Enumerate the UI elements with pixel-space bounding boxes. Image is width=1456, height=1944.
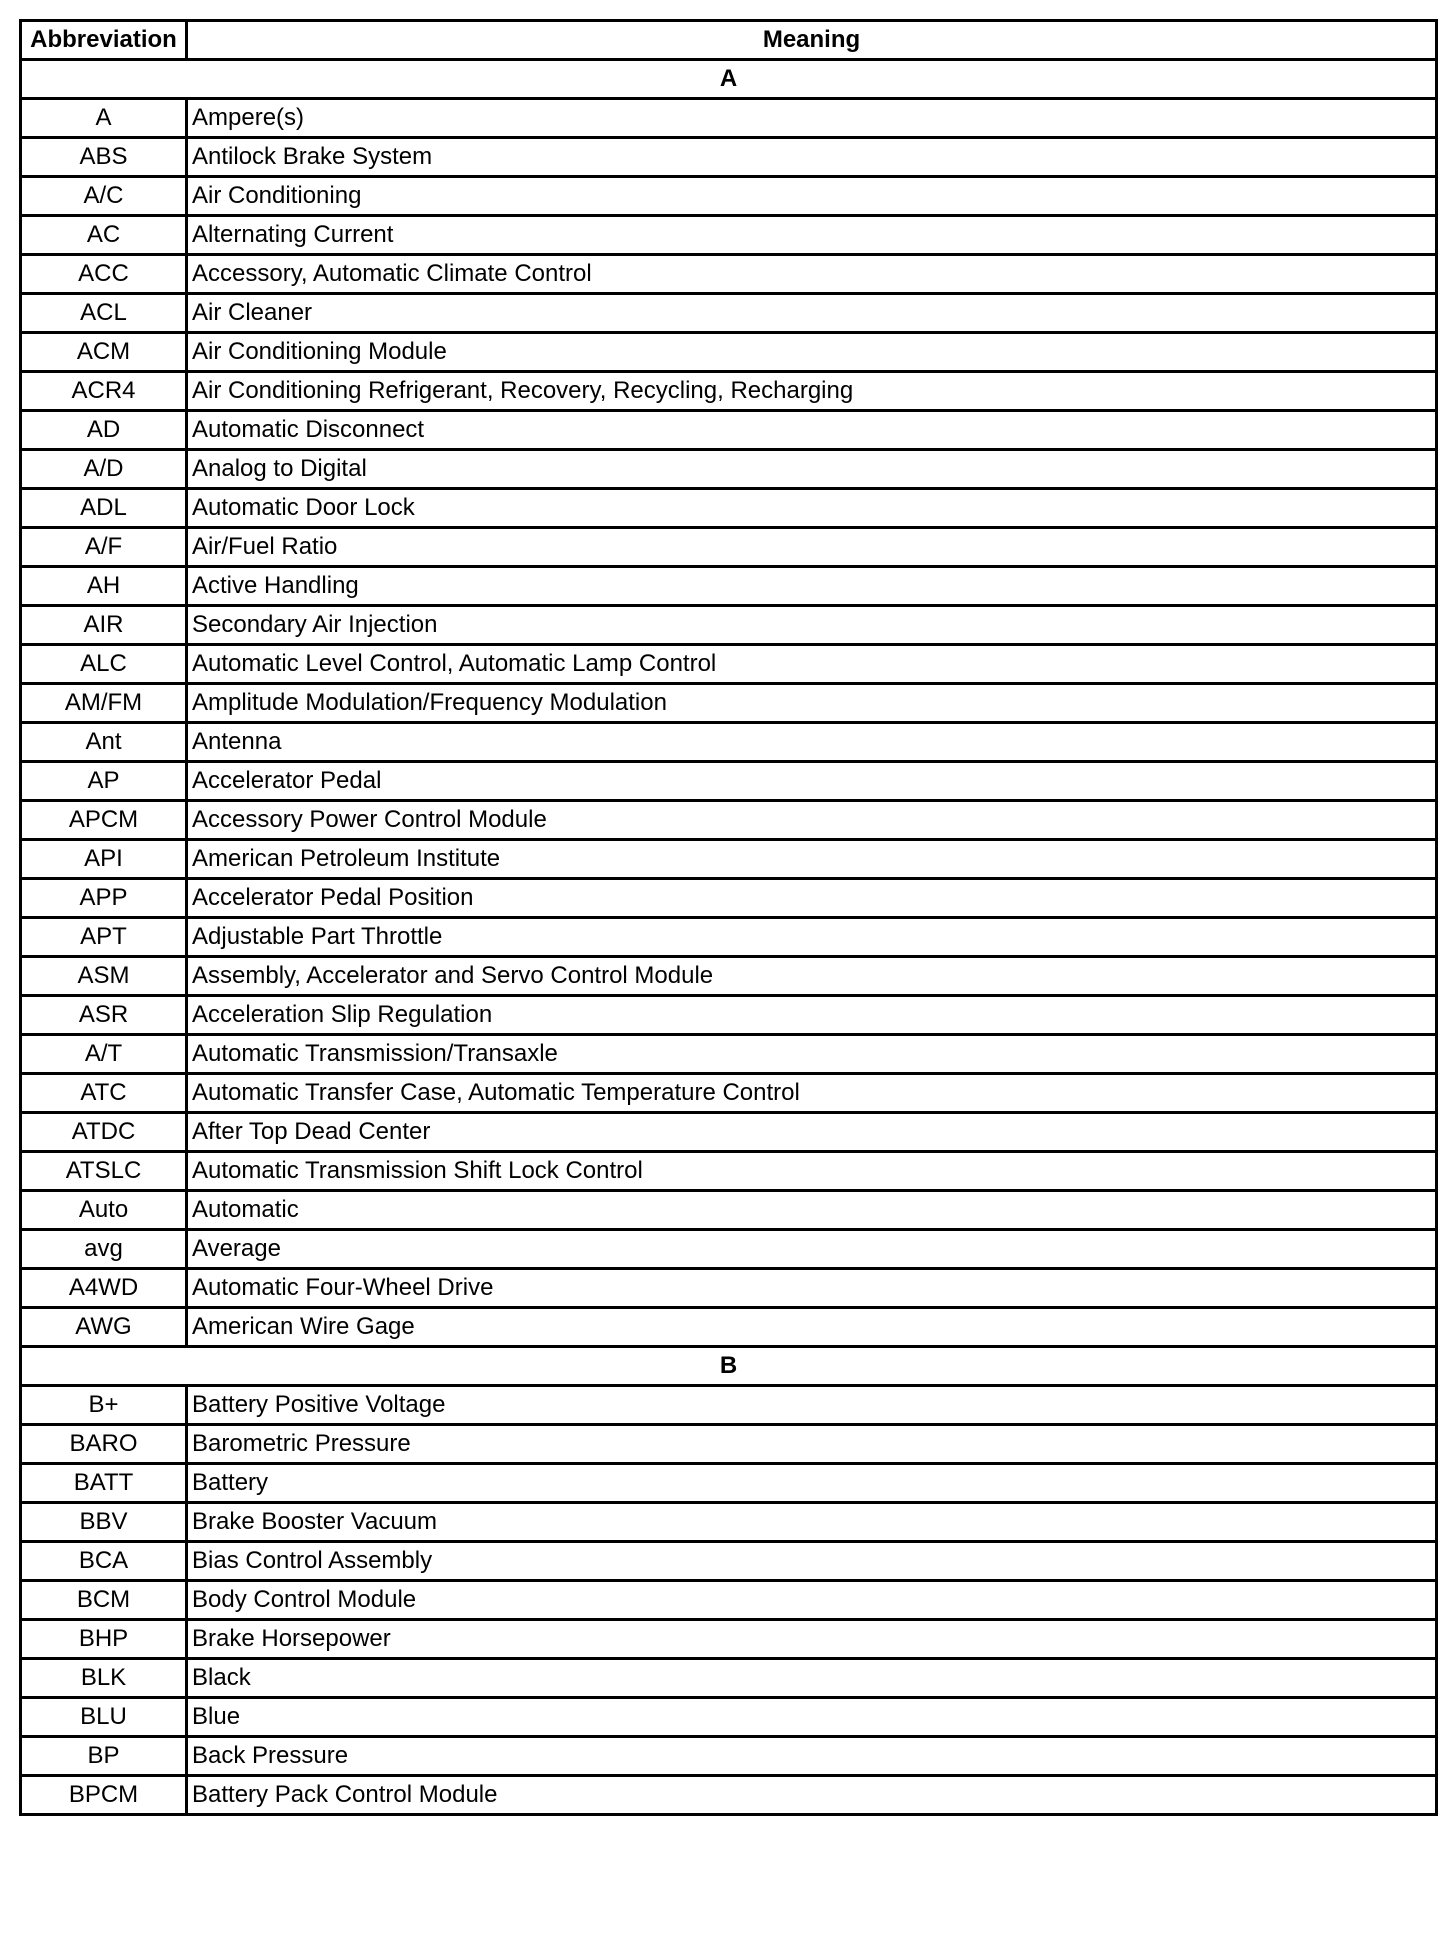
meaning-cell: Accelerator Pedal Position bbox=[187, 879, 1437, 918]
table-row bbox=[21, 1776, 1437, 1815]
abbreviation-cell: APT bbox=[21, 918, 187, 957]
table-row bbox=[21, 684, 1437, 723]
table-row bbox=[21, 1074, 1437, 1113]
abbreviation-cell: BLU bbox=[21, 1698, 187, 1737]
table-row bbox=[21, 879, 1437, 918]
meaning-cell: After Top Dead Center bbox=[187, 1113, 1437, 1152]
abbreviation-cell: A/T bbox=[21, 1035, 187, 1074]
table-row bbox=[21, 216, 1437, 255]
meaning-cell: Bias Control Assembly bbox=[187, 1542, 1437, 1581]
table-row bbox=[21, 372, 1437, 411]
table-row bbox=[21, 1737, 1437, 1776]
meaning-cell: Accelerator Pedal bbox=[187, 762, 1437, 801]
abbreviation-cell: APP bbox=[21, 879, 187, 918]
table-row bbox=[21, 177, 1437, 216]
table-row bbox=[21, 1659, 1437, 1698]
abbreviation-cell: AH bbox=[21, 567, 187, 606]
table-row bbox=[21, 723, 1437, 762]
abbreviation-cell: avg bbox=[21, 1230, 187, 1269]
table-body bbox=[21, 60, 1437, 1815]
abbreviation-cell: A bbox=[21, 99, 187, 138]
abbreviation-cell: ALC bbox=[21, 645, 187, 684]
meaning-cell: Automatic Transmission/Transaxle bbox=[187, 1035, 1437, 1074]
abbreviation-cell: API bbox=[21, 840, 187, 879]
table-row bbox=[21, 645, 1437, 684]
abbreviation-cell: AM/FM bbox=[21, 684, 187, 723]
table-row bbox=[21, 1035, 1437, 1074]
abbreviation-cell: BP bbox=[21, 1737, 187, 1776]
abbreviation-cell: Ant bbox=[21, 723, 187, 762]
abbreviation-cell: ATDC bbox=[21, 1113, 187, 1152]
meaning-cell: Ampere(s) bbox=[187, 99, 1437, 138]
section-header-row bbox=[21, 60, 1437, 99]
table-row bbox=[21, 450, 1437, 489]
abbreviation-cell: AP bbox=[21, 762, 187, 801]
abbreviation-cell: ASR bbox=[21, 996, 187, 1035]
abbreviation-cell: ADL bbox=[21, 489, 187, 528]
table-row bbox=[21, 99, 1437, 138]
abbreviation-cell: ACC bbox=[21, 255, 187, 294]
meaning-cell: Automatic Level Control, Automatic Lamp Control bbox=[187, 645, 1437, 684]
meaning-cell: Acceleration Slip Regulation bbox=[187, 996, 1437, 1035]
meaning-cell: Blue bbox=[187, 1698, 1437, 1737]
table-row bbox=[21, 1308, 1437, 1347]
abbreviation-column-header: Abbreviation bbox=[21, 21, 187, 60]
table-row bbox=[21, 1191, 1437, 1230]
table-row bbox=[21, 762, 1437, 801]
meaning-cell: American Petroleum Institute bbox=[187, 840, 1437, 879]
abbreviation-cell: A/C bbox=[21, 177, 187, 216]
section-letter: A bbox=[21, 60, 1437, 99]
meaning-cell: American Wire Gage bbox=[187, 1308, 1437, 1347]
table-row bbox=[21, 918, 1437, 957]
abbreviation-cell: ACM bbox=[21, 333, 187, 372]
abbreviation-cell: BBV bbox=[21, 1503, 187, 1542]
meaning-cell: Assembly, Accelerator and Servo Control Module bbox=[187, 957, 1437, 996]
abbreviation-cell: BCM bbox=[21, 1581, 187, 1620]
meaning-cell: Battery bbox=[187, 1464, 1437, 1503]
table-row bbox=[21, 1425, 1437, 1464]
abbreviation-table bbox=[19, 19, 1438, 1816]
table-row bbox=[21, 801, 1437, 840]
meaning-cell: Automatic Transmission Shift Lock Control bbox=[187, 1152, 1437, 1191]
table-row bbox=[21, 294, 1437, 333]
table-row bbox=[21, 957, 1437, 996]
abbreviation-cell: BHP bbox=[21, 1620, 187, 1659]
meaning-cell: Air Conditioning Module bbox=[187, 333, 1437, 372]
table-row bbox=[21, 138, 1437, 177]
meaning-cell: Analog to Digital bbox=[187, 450, 1437, 489]
table-row bbox=[21, 1464, 1437, 1503]
meaning-cell: Secondary Air Injection bbox=[187, 606, 1437, 645]
meaning-cell: Average bbox=[187, 1230, 1437, 1269]
abbreviation-cell: ACL bbox=[21, 294, 187, 333]
meaning-cell: Air Cleaner bbox=[187, 294, 1437, 333]
abbreviation-cell: A/D bbox=[21, 450, 187, 489]
table-row bbox=[21, 333, 1437, 372]
table-row bbox=[21, 1542, 1437, 1581]
table-row bbox=[21, 1620, 1437, 1659]
table-row bbox=[21, 606, 1437, 645]
abbreviation-cell: APCM bbox=[21, 801, 187, 840]
meaning-cell: Barometric Pressure bbox=[187, 1425, 1437, 1464]
abbreviation-cell: BATT bbox=[21, 1464, 187, 1503]
table-row bbox=[21, 489, 1437, 528]
table-row bbox=[21, 840, 1437, 879]
meaning-cell: Antilock Brake System bbox=[187, 138, 1437, 177]
abbreviation-cell: ATC bbox=[21, 1074, 187, 1113]
meaning-cell: Battery Positive Voltage bbox=[187, 1386, 1437, 1425]
abbreviation-cell: BCA bbox=[21, 1542, 187, 1581]
meaning-cell: Automatic Disconnect bbox=[187, 411, 1437, 450]
abbreviation-cell: A4WD bbox=[21, 1269, 187, 1308]
abbreviation-cell: A/F bbox=[21, 528, 187, 567]
meaning-cell: Antenna bbox=[187, 723, 1437, 762]
meaning-cell: Back Pressure bbox=[187, 1737, 1437, 1776]
table-row bbox=[21, 1113, 1437, 1152]
table-row bbox=[21, 1230, 1437, 1269]
meaning-cell: Brake Horsepower bbox=[187, 1620, 1437, 1659]
table-row bbox=[21, 528, 1437, 567]
meaning-cell: Automatic Door Lock bbox=[187, 489, 1437, 528]
table-row bbox=[21, 1152, 1437, 1191]
meaning-cell: Automatic Four-Wheel Drive bbox=[187, 1269, 1437, 1308]
abbreviation-cell: ATSLC bbox=[21, 1152, 187, 1191]
meaning-cell: Body Control Module bbox=[187, 1581, 1437, 1620]
meaning-cell: Accessory, Automatic Climate Control bbox=[187, 255, 1437, 294]
abbreviation-cell: BPCM bbox=[21, 1776, 187, 1815]
abbreviation-cell: AD bbox=[21, 411, 187, 450]
abbreviation-cell: AWG bbox=[21, 1308, 187, 1347]
table-row bbox=[21, 1698, 1437, 1737]
abbreviation-cell: AC bbox=[21, 216, 187, 255]
meaning-cell: Air Conditioning Refrigerant, Recovery, Recycling, Recharging bbox=[187, 372, 1437, 411]
section-letter: B bbox=[21, 1347, 1437, 1386]
meaning-cell: Active Handling bbox=[187, 567, 1437, 606]
table-row bbox=[21, 1269, 1437, 1308]
meaning-cell: Automatic Transfer Case, Automatic Temperature Control bbox=[187, 1074, 1437, 1113]
table-row bbox=[21, 411, 1437, 450]
meaning-cell: Brake Booster Vacuum bbox=[187, 1503, 1437, 1542]
abbreviation-cell: ACR4 bbox=[21, 372, 187, 411]
meaning-cell: Battery Pack Control Module bbox=[187, 1776, 1437, 1815]
meaning-cell: Automatic bbox=[187, 1191, 1437, 1230]
meaning-cell: Black bbox=[187, 1659, 1437, 1698]
abbreviation-cell: AIR bbox=[21, 606, 187, 645]
meaning-column-header: Meaning bbox=[187, 21, 1437, 60]
table-row bbox=[21, 1386, 1437, 1425]
abbreviation-cell: Auto bbox=[21, 1191, 187, 1230]
table-row bbox=[21, 1503, 1437, 1542]
table-row bbox=[21, 996, 1437, 1035]
meaning-cell: Amplitude Modulation/Frequency Modulation bbox=[187, 684, 1437, 723]
abbreviation-cell: BARO bbox=[21, 1425, 187, 1464]
abbreviation-cell: B+ bbox=[21, 1386, 187, 1425]
abbreviation-cell: ABS bbox=[21, 138, 187, 177]
abbreviation-cell: BLK bbox=[21, 1659, 187, 1698]
meaning-cell: Adjustable Part Throttle bbox=[187, 918, 1437, 957]
meaning-cell: Accessory Power Control Module bbox=[187, 801, 1437, 840]
meaning-cell: Air/Fuel Ratio bbox=[187, 528, 1437, 567]
abbreviation-cell: ASM bbox=[21, 957, 187, 996]
table-row bbox=[21, 567, 1437, 606]
section-header-row bbox=[21, 1347, 1437, 1386]
table-row bbox=[21, 1581, 1437, 1620]
meaning-cell: Alternating Current bbox=[187, 216, 1437, 255]
table-header-row bbox=[21, 21, 1437, 60]
table-row bbox=[21, 255, 1437, 294]
meaning-cell: Air Conditioning bbox=[187, 177, 1437, 216]
